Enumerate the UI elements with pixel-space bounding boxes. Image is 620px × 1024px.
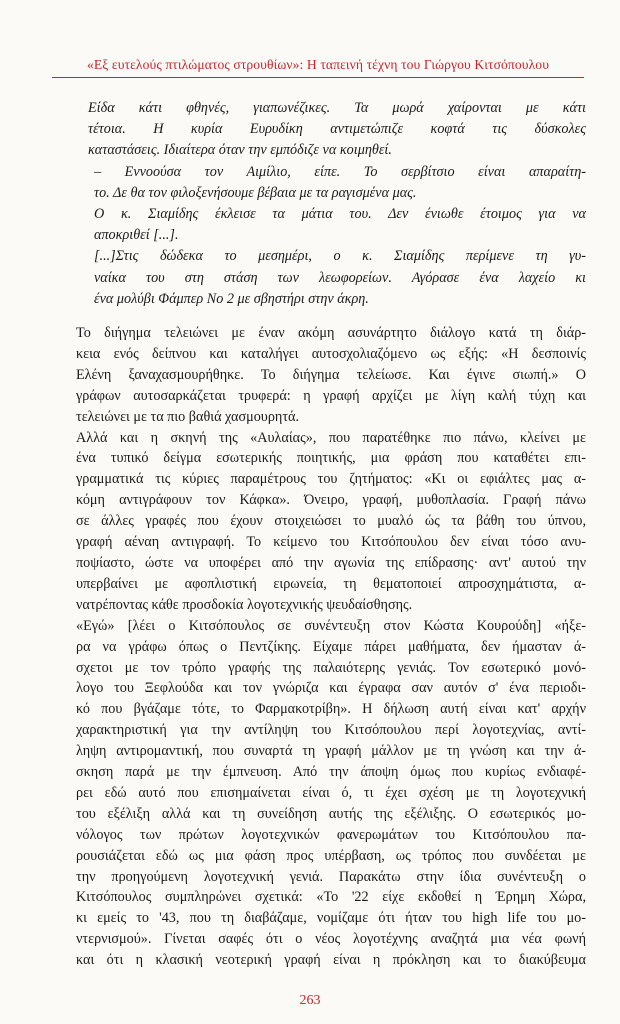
quote-line: το. Δε θα τον φιλοξενήσουμε βέβαια με τα ραγισμένα μας. (94, 184, 417, 201)
quote-line: ένα μολύβι Φάμπερ Νο 2 με σβηστήρι στην άκρη. (94, 290, 369, 307)
body-paragraph-3 (58, 616, 586, 971)
body-line: ποψίαστο, ώστε να υποφέρει από την αγωνία της επίδρασης· αντ' αυτού την (76, 554, 586, 571)
quote-paragraph-1 (88, 98, 586, 162)
body-line: γραφή αέναη αντιγραφή. Το κείμενο του Κιτσόπουλου δεν είναι τόσο ανυ- (76, 534, 586, 551)
body-line: σε άλλες γραφές που έχουν στοιχειώσει το μυαλό ώς τα βάθη του ύπνου, (76, 513, 586, 530)
body-line: ρουσιάζεται εδώ ως μια φάση προς υπέρβαση, ως τρόπος που συνδέεται με (76, 847, 586, 864)
body-line: χαρακτηριστική για την αντίληψη του Κιτσόπουλου περί λογοτεχνίας, αντί- (76, 722, 586, 739)
body-line: την προηγούμενη λογοτεχνική γενιά. Παρακάτω στην ίδια συνέντευξη ο (76, 868, 586, 885)
body-line: νατρέποντας κάθε προσδοκία λογοτεχνικής ψευδαίσθησης. (76, 596, 413, 613)
body-line: κεια ενός δείπνου και καταλήγει αυτοσχολιαζόμενο ως εξής: «Η δεσποινίς (76, 345, 586, 362)
body-line: «Εγώ» [λέει ο Κιτσόπουλος σε συνέντευξη στον Κώστα Κουρούδη] «ήξε- (76, 617, 586, 634)
body-line: Κιτσόπουλος συμπληρώνει σχετικά: «Το '22 είχε εκδοθεί η Έρημη Χώρα, (76, 889, 586, 906)
body-line: σκηση παρά με την έμπνευση. Από την άποψη όμως που κυρίως ενδιαφέ- (76, 764, 586, 781)
quote-line: ναίκα του στη στάση των λεωφορείων. Αγόρασε ένα λαχείο κι (94, 269, 586, 286)
quote-line: αποκριθεί [...]. (94, 227, 179, 244)
header-rule (52, 77, 584, 78)
body-text (58, 323, 586, 971)
body-line: γραμματικά τις κύριες παραμέτρους του ζητήματος: «Κι οι εφιάλτες μας α- (76, 471, 586, 488)
quote-paragraph-2 (88, 162, 586, 204)
body-line: υπερβαίνει με αφοπλιστική ειρωνεία, τη θεματοποιεί απροσχημάτιστα, α- (76, 575, 586, 592)
block-quote (88, 98, 586, 310)
quote-line: τέτοια. Η κυρία Ευρυδίκη αντιμετώπιζε κοφτά τις δύσκολες (88, 121, 586, 138)
quote-paragraph-4 (88, 246, 586, 310)
body-line: κόμη αντιγράφουν τον Κάφκα». Όνειρο, γραφή, μυθοπλασία. Γραφή πάνω (76, 492, 586, 509)
quote-line: [...]Στις δώδεκα το μεσημέρι, ο κ. Σιαμίδης περίμενε τη γυ- (94, 248, 586, 265)
quote-line: Ο κ. Σιαμίδης έκλεισε τα μάτια του. Δεν ένιωθε έτοιμος για να (94, 206, 586, 223)
body-line: νόλογος των πρώτων λογοτεχνικών φανερωμάτων του Κιτσόπουλου πα- (76, 826, 586, 843)
body-line: Το διήγημα τελειώνει με έναν ακόμη ασυνάρτητο διάλογο κατά τη διάρ- (76, 325, 586, 341)
body-line: ένα τυπικό δείγμα εσωτερικής ποιητικής, μια φράση που καταθέτει επι- (76, 450, 586, 467)
body-line: ρα να γράφω όπως ο Πεντζίκης. Είχαμε πάρει μαθήματα, δεν ήμασταν ά- (76, 638, 586, 655)
body-line: Ελένη ξαναχασμουρήθηκε. Το διήγημα τελείωσε. Και έγινε σιωπή.» Ο (76, 366, 586, 383)
body-line: του εξέλιξη αλλά και τη συνείδηση αυτής της εξέλιξης. Ο εσωτερικός μο- (76, 805, 586, 822)
body-line: ρει εδώ αυτό που επισημαίνεται είναι ό, τι έχει σχέση με τη λογοτεχνική (76, 784, 586, 801)
body-line: ντερνισμού». Γίνεται σαφές ότι ο νέος λογοτέχνης αναζητά μια νέα φωνή (76, 931, 586, 948)
body-line: ληψη αντιρομαντική, που συναρτά τη γραφή μάλλον με τη γνώση και την ά- (76, 743, 586, 760)
quote-line: καταστάσεις. Ιδιαίτερα όταν την εμπόδιζε να κοιμηθεί. (88, 142, 392, 159)
quote-line: – Εννοούσα τον Αιμίλιο, είπε. Το σερβίτσιο είναι απαραίτη- (94, 163, 586, 180)
body-line: κι εμείς το '43, που τη διαβάζαμε, νομίζαμε ότι ήταν του high life του μο- (76, 910, 586, 927)
body-line: Αλλά και η σκηνή της «Αυλαίας», που παρατέθηκε πιο πάνω, κλείνει με (76, 429, 586, 446)
body-line: λογο του Ξεφλούδα και τον γνώριζα και έγραφα σαν αυτόν σ' ένα περιοδι- (76, 680, 586, 697)
page-number: 263 (299, 993, 321, 1008)
running-header: «Εξ ευτελούς πτιλώματος στρουθίων»: Η ταπεινή τέχνη του Γιώργου Κιτσόπουλου (86, 57, 550, 72)
body-line: γράφων αυτοσαρκάζεται τρυφερά: η γραφή αρχίζει με λίγη καλή τύχη και (76, 387, 586, 404)
quote-paragraph-3 (88, 204, 586, 246)
quote-line: Είδα κάτι φθηνές, γιαπωνέζικες. Τα μωρά χαίρονται με κάτι (88, 100, 586, 116)
body-line: σχετοι με τον τρόπο γραφής της παλαιότερης γενιάς. Τον εσωτερικό μονό- (76, 659, 586, 676)
body-paragraph-2 (58, 428, 586, 616)
body-paragraph-1 (58, 323, 586, 428)
body-line: τελειώνει με τα πιο βαθιά χασμουρητά. (76, 408, 300, 425)
body-line: κό που βγάζαμε τότε, το Φαρμακοτρίβη». Η δήλωση αυτή είναι κατ' αρχήν (76, 701, 586, 718)
body-line: και ότι η κλασική νεοτερική γραφή είναι η πρόκληση και το διακύβευμα (76, 952, 586, 969)
